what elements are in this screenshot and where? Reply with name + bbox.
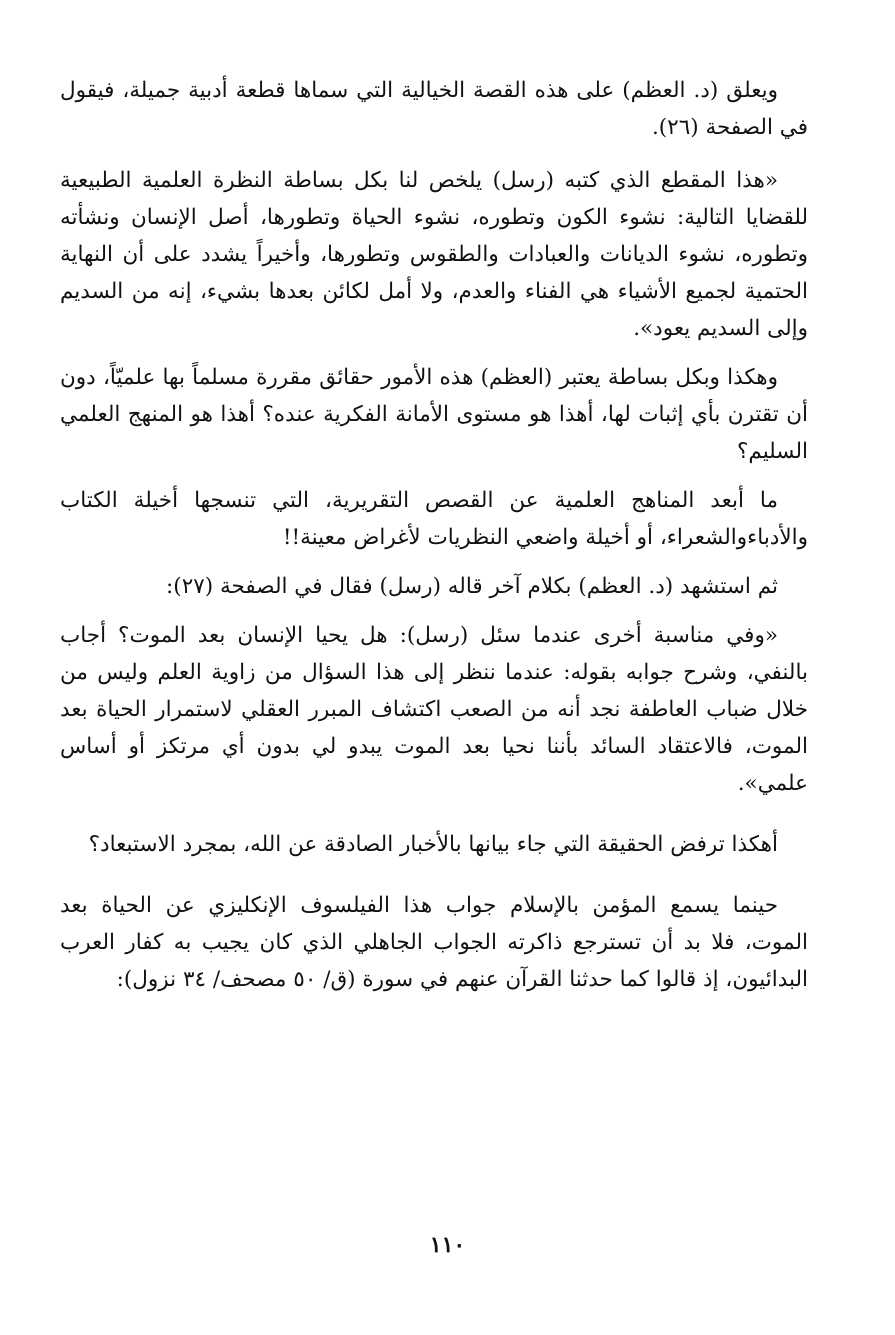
paragraph-question: أهكذا ترفض الحقيقة التي جاء بيانها بالأخبار الصادقة عن الله، بمجرد الاستبعاد؟ [88,832,778,857]
paragraph-citation: ثم استشهد (د. العظم) بكلام آخر قاله (رسل) فقال في الصفحة (٢٧): [166,574,778,599]
page-number: ١١٠ [429,1232,466,1258]
paragraph-methods: ما أبعد المناهج العلمية عن القصص التقريرية، التي تنسجها أخيلة الكتاب والأدباءوالشعراء، أو أخيلة واضعي النظريات لأغراض معينة!! [60,488,808,550]
quote-russell-story: «هذا المقطع الذي كتبه (رسل) يلخص لنا بكل بساطة النظرة العلمية الطبيعية للقضايا التالية: نشوء الكون وتطوره، نشوء الحياة وتطورها، أصل الإنسان ونشأته وتطوره، نشوء الديانات والعبادات والطقوس وتطورها، وأخيراً يشدد على أن النهاية الحتمية لجميع الأشياء هي الفناء والعدم، ولا أمل لكائن بعدها بشيء، إنه من السديم وإلى السديم يعود». [60,168,808,341]
paragraph-believer: حينما يسمع المؤمن بالإسلام جواب هذا الفيلسوف الإنكليزي عن الحياة بعد الموت، فلا بد أن تسترجع ذاكرته الجواب الجاهلي الذي كان يجيب به كفار العرب البدائيون، إذ قالوا كما حدثنا القرآن عنهم في سورة (ق/ ٥٠ مصحف/ ٣٤ نزول): [60,893,808,992]
quote-russell-death: «وفي مناسبة أخرى عندما سئل (رسل): هل يحيا الإنسان بعد الموت؟ أجاب بالنفي، وشرح جوابه بقوله: عندما ننظر إلى هذا السؤال من زاوية العلم وليس من خلال ضباب العاطفة نجد أنه من الصعب اكتشاف المبرر العقلي لاستمرار الحياة بعد الموت، فالاعتقاد السائد بأننا نحيا بعد الموت يبدو لي بدون أي مرتكز أو أساس علمي». [60,623,808,796]
page-body [60,72,808,998]
paragraph-critique: وهكذا وبكل بساطة يعتبر (العظم) هذه الأمور حقائق مقررة مسلماً بها علميّاً، دون أن تقترن بأي إثبات لها، أهذا هو مستوى الأمانة الفكرية عنده؟ أهذا هو المنهج العلمي السليم؟ [60,365,808,464]
paragraph-intro: ويعلق (د. العظم) على هذه القصة الخيالية التي سماها قطعة أدبية جميلة، فيقول في الصفحة (٢٦). [60,78,808,140]
